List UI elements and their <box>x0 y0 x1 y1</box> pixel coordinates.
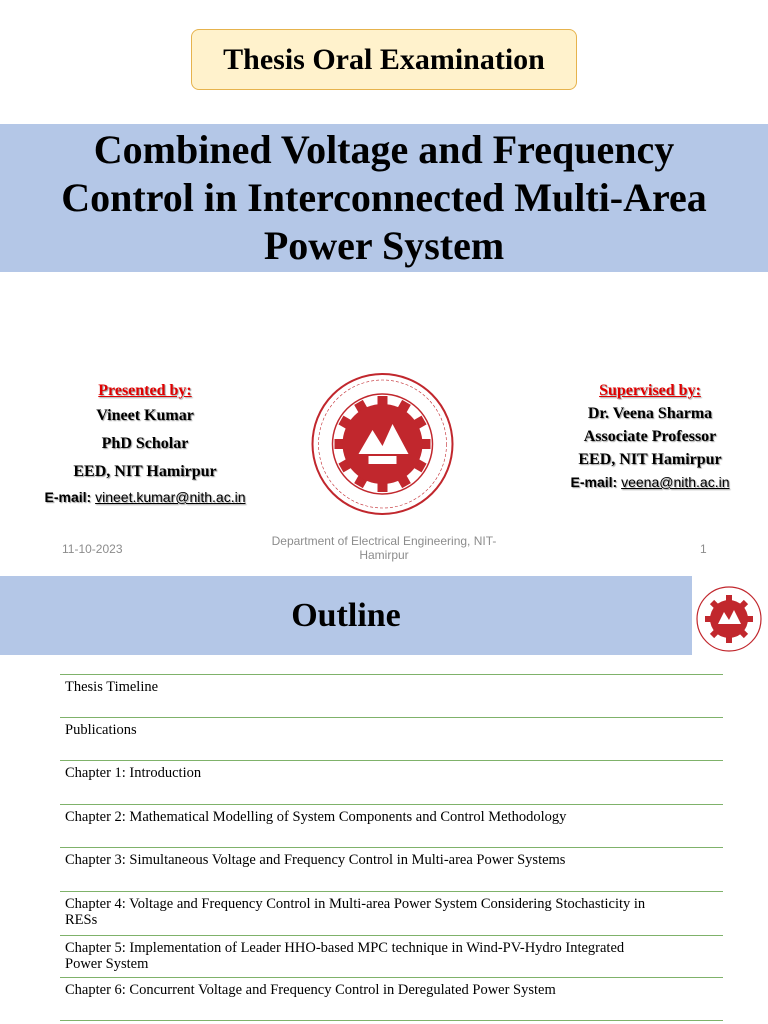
presenter-email-line <box>20 486 270 508</box>
footer-department-line-1: Department of Electrical Engineering, NIT- <box>271 534 497 548</box>
supervisor-email-line <box>530 471 768 493</box>
supervisor-email-label: E-mail: <box>570 474 618 490</box>
presenter-heading: Presented by: <box>98 382 192 399</box>
presenter-email-label: E-mail: <box>44 489 92 505</box>
outline-slide <box>0 576 768 1024</box>
outline-item-publications: Publications <box>60 718 723 761</box>
title-line-1: Combined Voltage and Frequency <box>93 127 675 172</box>
footer-page-number: 1 <box>700 542 707 556</box>
thesis-title <box>24 126 744 270</box>
footer-department-line-2: Hamirpur <box>359 548 409 562</box>
outline-item-chapter-3: Chapter 3: Simultaneous Voltage and Frequency Control in Multi-area Power Systems <box>60 848 723 892</box>
outline-item-timeline: Thesis Timeline <box>60 674 723 718</box>
presenter-block <box>20 380 270 508</box>
presenter-email-link[interactable]: vineet.kumar@nith.ac.in <box>95 489 246 505</box>
presenter-affiliation: EED, NIT Hamirpur <box>73 463 217 480</box>
nit-hamirpur-logo-small-icon <box>695 580 763 658</box>
outline-item-chapter-6: Chapter 6: Concurrent Voltage and Frequency Control in Deregulated Power System <box>60 978 723 1021</box>
outline-list <box>60 674 723 1021</box>
outline-heading: Outline <box>291 596 401 634</box>
outline-item-chapter-2: Chapter 2: Mathematical Modelling of System Components and Control Methodology <box>60 805 723 848</box>
footer-date: 11-10-2023 <box>62 542 123 556</box>
exam-label-box <box>191 29 577 90</box>
supervisor-block <box>530 380 768 493</box>
outline-item-chapter-5: Chapter 5: Implementation of Leader HHO-based MPC technique in Wind-PV-Hydro Integrated Power System <box>60 936 723 978</box>
outline-item-chapter-4: Chapter 4: Voltage and Frequency Control in Multi-area Power System Considering Stochasticity in RESs <box>60 892 723 936</box>
exam-label: Thesis Oral Examination <box>223 42 545 76</box>
outline-item-chapter-1: Chapter 1: Introduction <box>60 761 723 805</box>
outline-band <box>0 576 692 655</box>
presenter-position: PhD Scholar <box>101 435 189 452</box>
title-band <box>0 124 768 272</box>
supervisor-heading: Supervised by: <box>599 382 701 399</box>
title-line-2: Control in Interconnected Multi-Area <box>61 175 707 220</box>
supervisor-affiliation: EED, NIT Hamirpur <box>578 451 722 468</box>
supervisor-name: Dr. Veena Sharma <box>587 405 713 422</box>
supervisor-email-link[interactable]: veena@nith.ac.in <box>621 474 730 490</box>
title-line-3: Power System <box>263 223 505 268</box>
presenter-name: Vineet Kumar <box>96 407 194 424</box>
nit-hamirpur-logo-icon <box>305 370 460 518</box>
supervisor-position: Associate Professor <box>583 428 717 445</box>
footer-department <box>254 534 514 562</box>
